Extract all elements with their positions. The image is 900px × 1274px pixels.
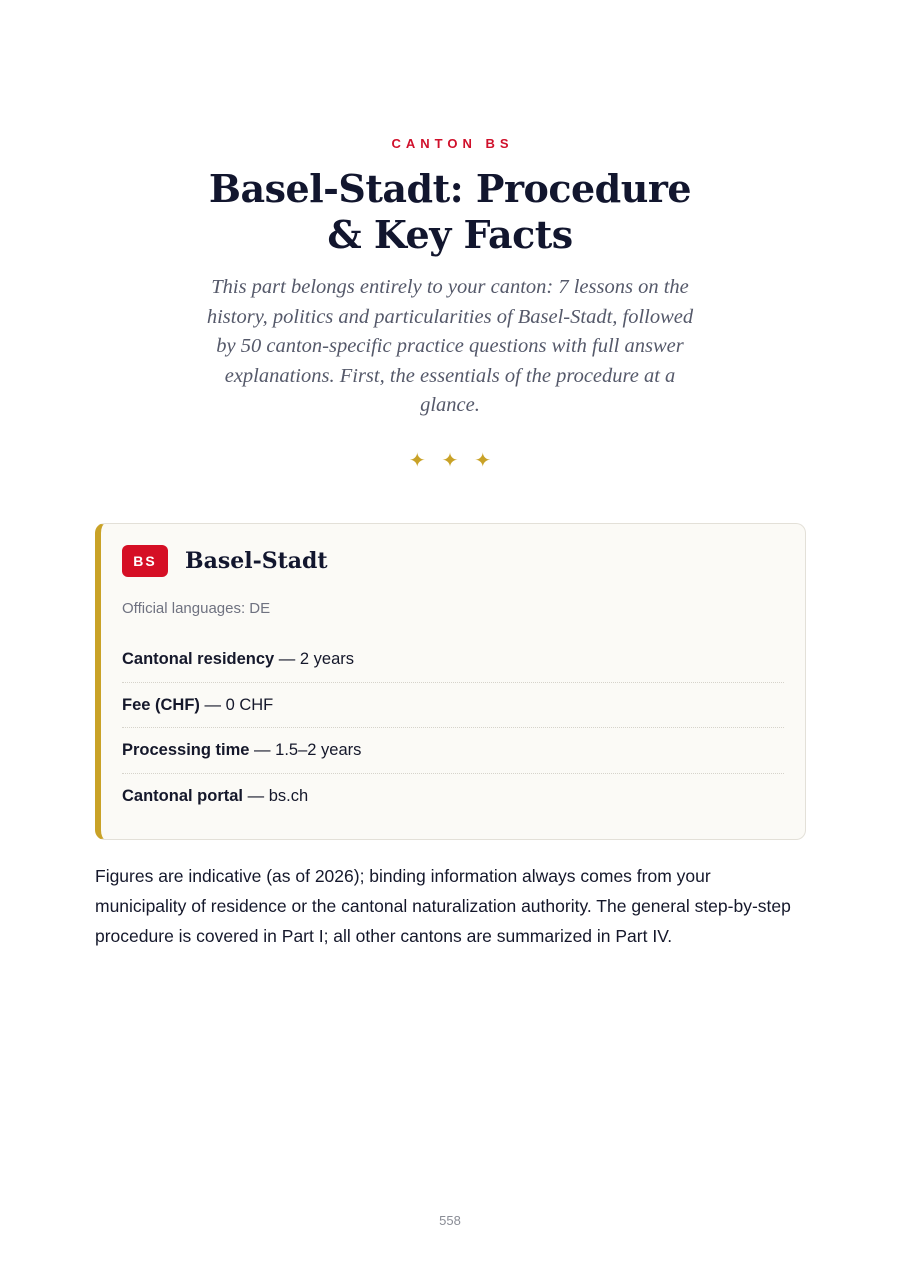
- fact-label: Fee (CHF): [122, 695, 200, 714]
- fact-separator: —: [249, 741, 276, 759]
- fact-value: 2 years: [299, 650, 354, 668]
- fact-label: Processing time: [122, 741, 250, 759]
- fact-portal: [122, 774, 784, 820]
- fact-value: 0 CHF: [225, 695, 274, 714]
- disclaimer-paragraph: Figures are indicative (as of 2026); binding information always comes from your municipality of residence or the cantonal naturalization authority. The general step-by-step procedure is covered in Part I; all other cantons are summarized in Part IV.: [95, 866, 791, 946]
- canton-eyebrow: CANTON BS: [391, 136, 514, 151]
- star-divider-icon: ✦✦✦: [408, 450, 508, 472]
- official-languages: Official languages: DE: [122, 600, 271, 617]
- fact-separator: —: [274, 650, 300, 668]
- fact-processing-time: [122, 728, 784, 774]
- fact-fee: [122, 683, 784, 729]
- fact-label: Cantonal portal: [122, 786, 244, 805]
- canton-facts-card: [95, 523, 806, 840]
- canton-name: Basel-Stadt: [185, 548, 328, 574]
- intro-paragraph: This part belongs entirely to your canton: 7 lessons on the history, politics and particularities of Basel-Stadt, followed by 50 canton-specific practice questions with full answer explanations. First, the essentials of the procedure at a glance.: [206, 276, 694, 416]
- page-title-line-1: Basel-Stadt: Procedure: [208, 166, 692, 211]
- fact-label: Cantonal residency: [122, 650, 275, 668]
- fact-separator: —: [243, 786, 269, 805]
- page-number: 558: [439, 1213, 461, 1228]
- fact-residency: [122, 637, 784, 683]
- canton-code-badge: BS: [122, 545, 168, 577]
- page-title-line-2: & Key Facts: [327, 212, 573, 257]
- fact-value: bs.ch: [268, 786, 309, 805]
- fact-value: 1.5–2 years: [275, 741, 362, 759]
- fact-separator: —: [199, 695, 226, 714]
- page-title: [150, 166, 750, 258]
- facts-list: [122, 637, 784, 819]
